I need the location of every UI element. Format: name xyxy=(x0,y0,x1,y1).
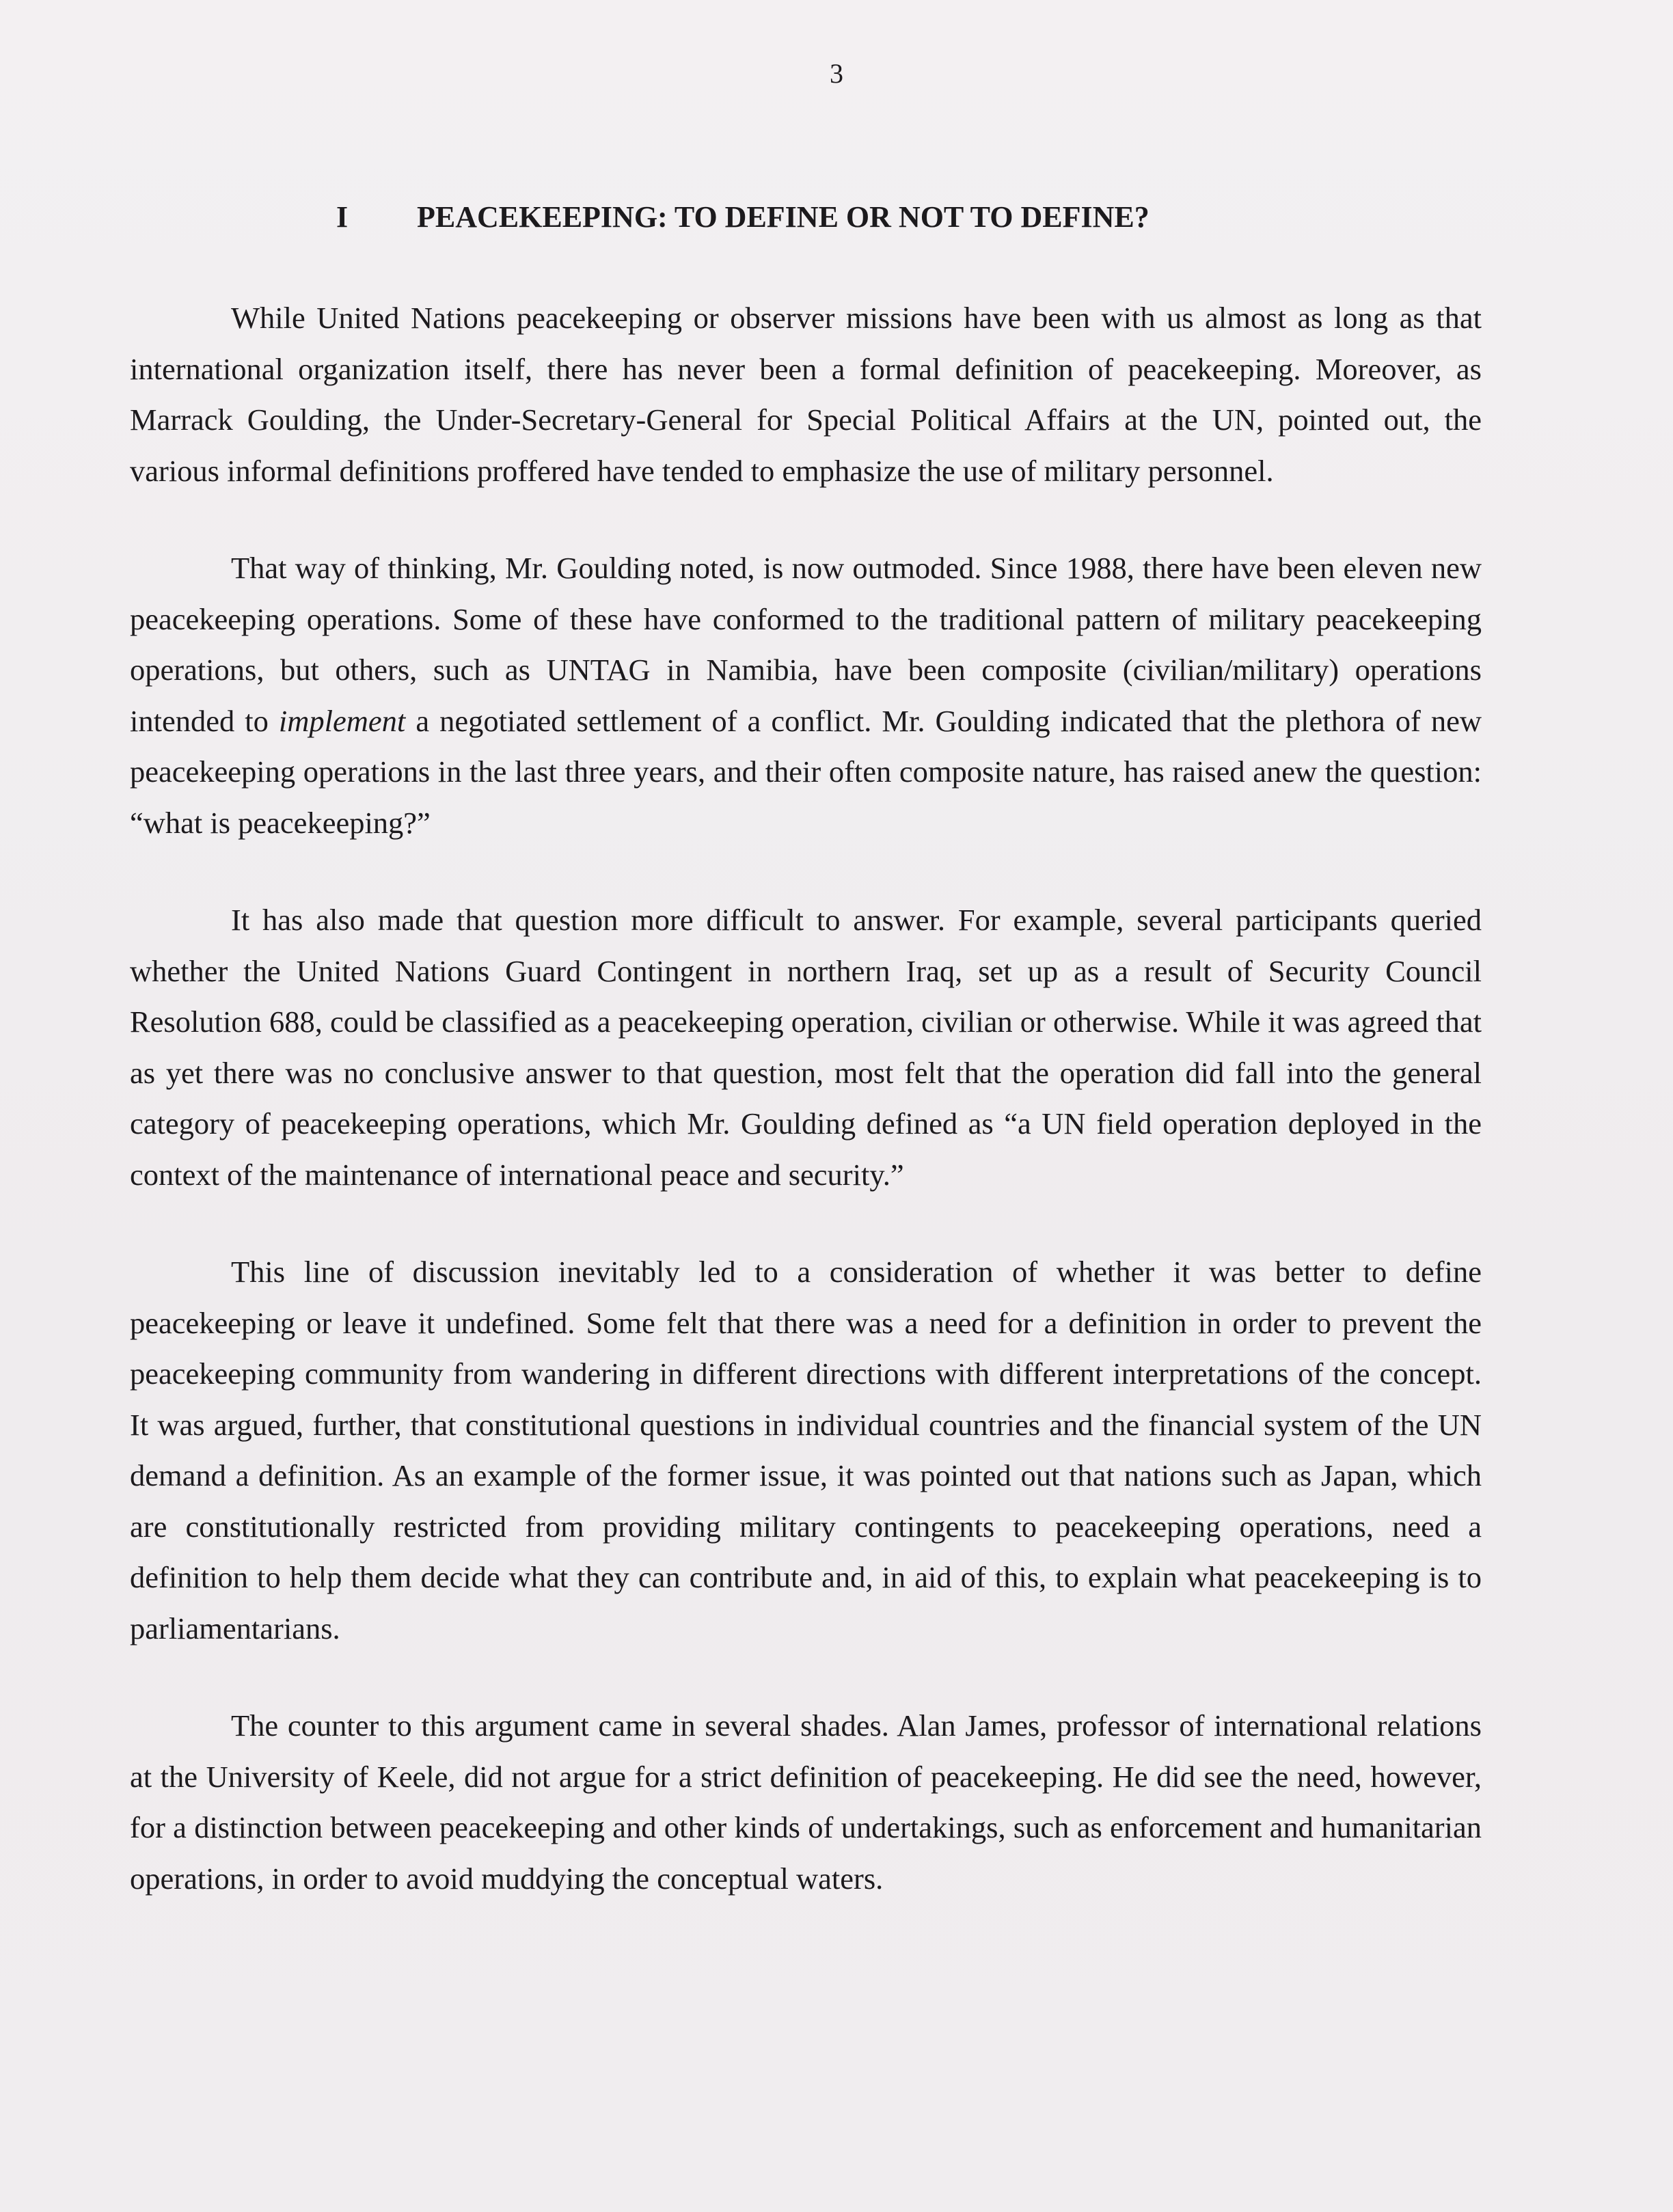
body-text xyxy=(130,292,1482,1950)
paragraph-5 xyxy=(130,1700,1482,1904)
paragraph-text: This line of discussion inevitably led to a consideration of whether it was better to define peacekeeping or leave it undefined. Some felt that there was a need for a definition in order to prevent the peacekeeping community from wandering in different directions with different interpretations of the concept. It was argued, further, that constitutional questions in individual countries and the financial system of the UN demand a definition. As an example of the former issue, it was pointed out that nations such as Japan, which are constitutionally restricted from providing military contingents to peacekeeping operations, need a definition to help them decide what they can contribute and, in aid of this, to explain what peacekeeping is to parliamentarians. xyxy=(130,1255,1482,1646)
paragraph-3 xyxy=(130,895,1482,1200)
section-title: PEACEKEEPING: TO DEFINE OR NOT TO DEFINE? xyxy=(417,200,1150,234)
paragraph-text-continued: a negotiated settlement of a conflict. Mr. Goulding indicated that the plethora of new peacekeeping operations in the last three years, and their often composite nature, has raised anew the question: “what is peacekeeping?” xyxy=(130,703,1482,840)
paragraph-1 xyxy=(130,292,1482,496)
section-heading xyxy=(336,198,1150,236)
emphasized-word: implement xyxy=(278,703,406,738)
paragraph-2 xyxy=(130,543,1482,848)
section-number: I xyxy=(336,200,349,234)
paragraph-text: It has also made that question more difficult to answer. For example, several participants queried whether the United Nations Guard Contingent in northern Iraq, set up as a result of Security Council Resolution 688, could be classified as a peacekeeping operation, civilian or otherwise. While it was agreed that as yet there was no conclusive answer to that question, most felt that the operation did fall into the general category of peacekeeping operations, which Mr. Goulding defined as “a UN field operation deployed in the context of the maintenance of international peace and security.” xyxy=(130,903,1482,1192)
paragraph-text: That way of thinking, Mr. Goulding noted, is now outmoded. Since 1988, there have been eleven new peacekeeping operations. Some of these have conformed to the traditional pattern of military peacekeeping operations, but others, such as UNTAG in Namibia, have been composite (civilian/military) operations intended to xyxy=(130,551,1482,738)
paragraph-4 xyxy=(130,1246,1482,1654)
paragraph-text: The counter to this argument came in several shades. Alan James, professor of international relations at the University of Keele, did not argue for a strict definition of peacekeeping. He did see the need, however, for a distinction between peacekeeping and other kinds of undertakings, such as enforcement and humanitarian operations, in order to avoid muddying the conceptual waters. xyxy=(130,1708,1482,1896)
paragraph-text: While United Nations peacekeeping or observer missions have been with us almost as long as that international organization itself, there has never been a formal definition of peacekeeping. Moreover, as Marrack Goulding, the Under-Secretary-General for Special Political Affairs at the UN, pointed out, the various informal definitions proffered have tended to emphasize the use of military personnel. xyxy=(130,301,1482,488)
page-number: 3 xyxy=(830,58,843,89)
